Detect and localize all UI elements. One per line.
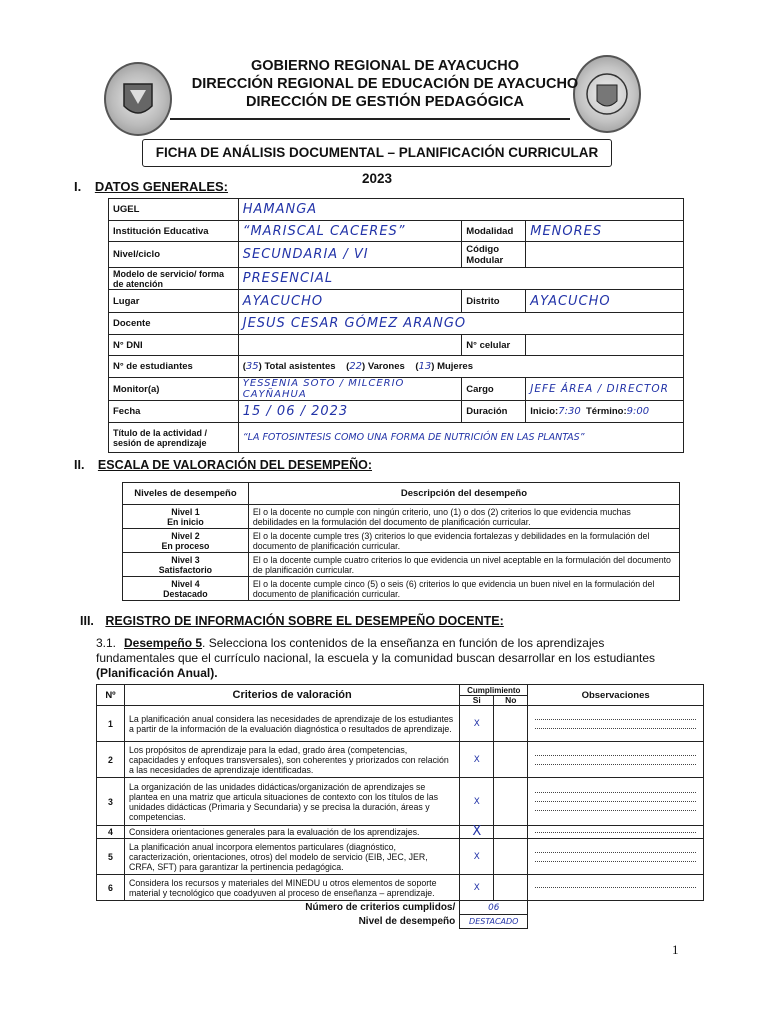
criteria-row-number: 1: [97, 706, 125, 742]
criteria-count-label: Número de criterios cumplidos/: [305, 901, 456, 913]
cargo-label: Cargo: [462, 378, 526, 401]
estudiantes-value: (35) Total asistentes (22) Varones (13) Mujeres: [238, 356, 683, 378]
criteria-row-number: 2: [97, 742, 125, 778]
celular-value: [526, 335, 684, 356]
ugel-value: HAMANGA: [238, 199, 683, 221]
scale-level-number: Nivel 1: [171, 506, 200, 517]
docente-label: Docente: [109, 313, 239, 335]
varones-number: 22: [349, 361, 363, 372]
nivel-value: SECUNDARIA / VI: [238, 242, 462, 268]
criteria-no-cell: [494, 826, 528, 839]
lugar-value: AYACUCHO: [238, 290, 462, 313]
modalidad-value: MENORES: [526, 221, 684, 242]
termino-value: 9:00: [626, 406, 650, 417]
asistentes-number: 35: [245, 361, 259, 372]
asistentes-label: ) Total asistentes: [258, 361, 336, 372]
section-2-heading: [74, 458, 372, 472]
criteria-observation-cell: [528, 826, 704, 839]
criteria-observation-cell: [528, 875, 704, 901]
ie-label: Institución Educativa: [109, 221, 239, 242]
criteria-yes-mark: X: [460, 706, 494, 742]
desempeno-number: 3.1.: [96, 636, 117, 650]
dni-value: [238, 335, 462, 356]
section-1-heading: [74, 179, 228, 194]
criteria-yes-mark: X: [460, 839, 494, 875]
inicio-label: Inicio:: [530, 406, 559, 417]
header-line-3: DIRECCIÓN DE GESTIÓN PEDAGÓGICA: [246, 94, 524, 110]
section-3-heading: [80, 614, 504, 628]
section-1-number: I.: [74, 179, 82, 194]
criteria-no-cell: [494, 706, 528, 742]
general-data-table: [108, 198, 684, 453]
criteria-row-number: 4: [97, 826, 125, 839]
estudiantes-label: N° de estudiantes: [109, 356, 239, 378]
scale-level-description: El o la docente cumple cinco (5) o seis (6) criterios lo que evidencia un buen nivel en la formulación del documento de planificación curricular.: [248, 577, 679, 601]
criteria-header-compliance: Cumplimiento: [460, 685, 528, 696]
distrito-label: Distrito: [462, 290, 526, 313]
scale-level-number: Nivel 4: [171, 578, 200, 589]
document-title: FICHA DE ANÁLISIS DOCUMENTAL – PLANIFICACIÓN CURRICULAR 2023: [142, 139, 612, 167]
ie-value: “MARISCAL CACERES”: [238, 221, 462, 242]
criteria-row-text: La planificación anual incorpora elementos particulares (diagnóstico, caracterización, orientaciones, otros) del modelo de servicio (EIB, JEC, JER, CRFA, SFT) para garantizar la pertinencia pedagógica.: [124, 839, 459, 875]
scale-level-name: Destacado: [163, 588, 208, 599]
criteria-row-text: La organización de las unidades didácticas/organización de aprendizajes se plantea en una matriz que articula situaciones de contexto con los títulos de las unidades didácticas (Primaria y Secundaria) y se precisa la duración, áreas y competencias.: [124, 778, 459, 826]
criteria-header-observations: Observaciones: [528, 685, 704, 706]
criteria-row-text: La planificación anual considera las necesidades de aprendizaje de los estudiantes a partir de la información de la evaluación diagnóstica o resultados de aprendizaje.: [124, 706, 459, 742]
criteria-no-cell: [494, 875, 528, 901]
varones-label: ) Varones: [362, 361, 405, 372]
regional-shield-icon: [106, 64, 170, 134]
header-line-1: GOBIERNO REGIONAL DE AYACUCHO: [250, 58, 520, 74]
criteria-observation-cell: [528, 742, 704, 778]
duracion-value: [526, 401, 684, 423]
header-rule: [170, 118, 570, 120]
codigo-value: [526, 242, 684, 268]
scale-level-cell: [123, 577, 249, 601]
scale-level-name: En inicio: [167, 516, 204, 527]
titulo-label: Título de la actividad / sesión de aprendizaje: [109, 423, 239, 453]
codigo-label: Código Modular: [462, 242, 526, 268]
criteria-yes-mark: X: [460, 826, 494, 839]
mujeres-number: 13: [418, 361, 432, 372]
criteria-count-value: 06: [460, 901, 528, 915]
monitor-label: Monitor(a): [109, 378, 239, 401]
section-2-number: II.: [74, 458, 85, 472]
criteria-header-no: No: [494, 696, 528, 706]
section-3-number: III.: [80, 614, 94, 628]
criteria-row-number: 3: [97, 778, 125, 826]
performance-level-label: Nivel de desempeño: [358, 915, 456, 927]
criteria-yes-mark: X: [460, 778, 494, 826]
criteria-observation-cell: [528, 778, 704, 826]
modalidad-label: Modalidad: [462, 221, 526, 242]
criteria-header-number: Nº: [97, 685, 125, 706]
criteria-yes-mark: X: [460, 742, 494, 778]
desempeno-bold-tail: (Planificación Anual).: [96, 666, 218, 680]
section-1-title: DATOS GENERALES:: [94, 179, 229, 194]
scale-header-description: Descripción del desempeño: [248, 483, 679, 505]
monitor-value: YESSENIA SOTO / MILCERIO CAYÑAHUA: [238, 378, 462, 401]
criteria-row-number: 6: [97, 875, 125, 901]
page-number: 1: [672, 942, 679, 957]
criteria-row-text: Considera los recursos y materiales del MINEDU u otros elementos de soporte material y tecnológico que coadyuven al proceso de enseñanza – aprendizaje.: [124, 875, 459, 901]
celular-label: N° celular: [462, 335, 526, 356]
criteria-row-number: 5: [97, 839, 125, 875]
left-seal: [104, 62, 172, 136]
scale-level-description: El o la docente cumple tres (3) criterios lo que evidencia fortalezas y debilidades en la formulación del documento de planificación curricular.: [248, 529, 679, 553]
desempeno-text: . Selecciona los contenidos de la enseñanza en función de los aprendizajes fundamentales que el currículo nacional, la escuela y la comunidad buscan desarrollar en los estudiantes: [96, 636, 656, 665]
scale-level-name: Satisfactorio: [158, 564, 213, 575]
duracion-label: Duración: [462, 401, 526, 423]
criteria-yes-mark: X: [460, 875, 494, 901]
ugel-label: UGEL: [109, 199, 239, 221]
mujeres-label: ) Mujeres: [431, 361, 473, 372]
fecha-value: 15 / 06 / 2023: [238, 401, 462, 423]
dni-label: N° DNI: [109, 335, 239, 356]
termino-label: Término:: [585, 406, 627, 417]
criteria-observation-cell: [528, 839, 704, 875]
criteria-observation-cell: [528, 706, 704, 742]
scale-level-number: Nivel 3: [171, 554, 200, 565]
criteria-row-text: Los propósitos de aprendizaje para la edad, grado área (competencias, capacidades y enfoques transversales), son coherentes y priorizados con relación a las necesidades de aprendizaje identificadas.: [124, 742, 459, 778]
criteria-no-cell: [494, 778, 528, 826]
scale-level-cell: [123, 505, 249, 529]
scale-header-levels: Niveles de desempeño: [123, 483, 249, 505]
performance-level-value: DESTACADO: [460, 915, 528, 929]
scale-level-number: Nivel 2: [171, 530, 200, 541]
criteria-no-cell: [494, 839, 528, 875]
scale-level-description: El o la docente no cumple con ningún criterio, uno (1) o dos (2) criterios lo que evidencia muchas debilidades en la formulación del documento de planificación curricular.: [248, 505, 679, 529]
criteria-no-cell: [494, 742, 528, 778]
criteria-row-text: Considera orientaciones generales para la evaluación de los aprendizajes.: [124, 826, 459, 839]
scale-level-cell: [123, 553, 249, 577]
criteria-spacer: [528, 915, 704, 929]
modelo-label: Modelo de servicio/ forma de atención: [109, 268, 239, 290]
criteria-header-yes: Si: [460, 696, 494, 706]
desempeno-title: Desempeño 5: [124, 636, 203, 650]
scale-level-cell: [123, 529, 249, 553]
inicio-value: 7:30: [558, 406, 581, 417]
section-3-title: REGISTRO DE INFORMACIÓN SOBRE EL DESEMPEÑO DOCENTE:: [105, 614, 504, 628]
docente-value: JESUS CESAR GÓMEZ ARANGO: [238, 313, 683, 335]
scale-level-name: En proceso: [161, 540, 210, 551]
distrito-value: AYACUCHO: [526, 290, 684, 313]
section-2-title: ESCALA DE VALORACIÓN DEL DESEMPEÑO:: [97, 458, 373, 472]
cargo-value: JEFE ÁREA / DIRECTOR: [526, 378, 684, 401]
desempeno-paragraph: [96, 636, 686, 681]
fecha-label: Fecha: [109, 401, 239, 423]
titulo-value: “LA FOTOSINTESIS COMO UNA FORMA DE NUTRICIÓN EN LAS PLANTAS”: [238, 423, 683, 453]
lugar-label: Lugar: [109, 290, 239, 313]
header-line-2: DIRECCIÓN REGIONAL DE EDUCACIÓN DE AYACUCHO: [191, 76, 579, 92]
criteria-table: [96, 684, 704, 929]
scale-level-description: El o la docente cumple cuatro criterios lo que evidencia un nivel aceptable en la formulación del documento de planificación curricular.: [248, 553, 679, 577]
criteria-spacer: [528, 901, 704, 915]
criteria-header-criteria: Criterios de valoración: [124, 685, 459, 706]
nivel-label: Nivel/ciclo: [109, 242, 239, 268]
performance-scale-table: [122, 482, 680, 601]
modelo-value: PRESENCIAL: [238, 268, 683, 290]
